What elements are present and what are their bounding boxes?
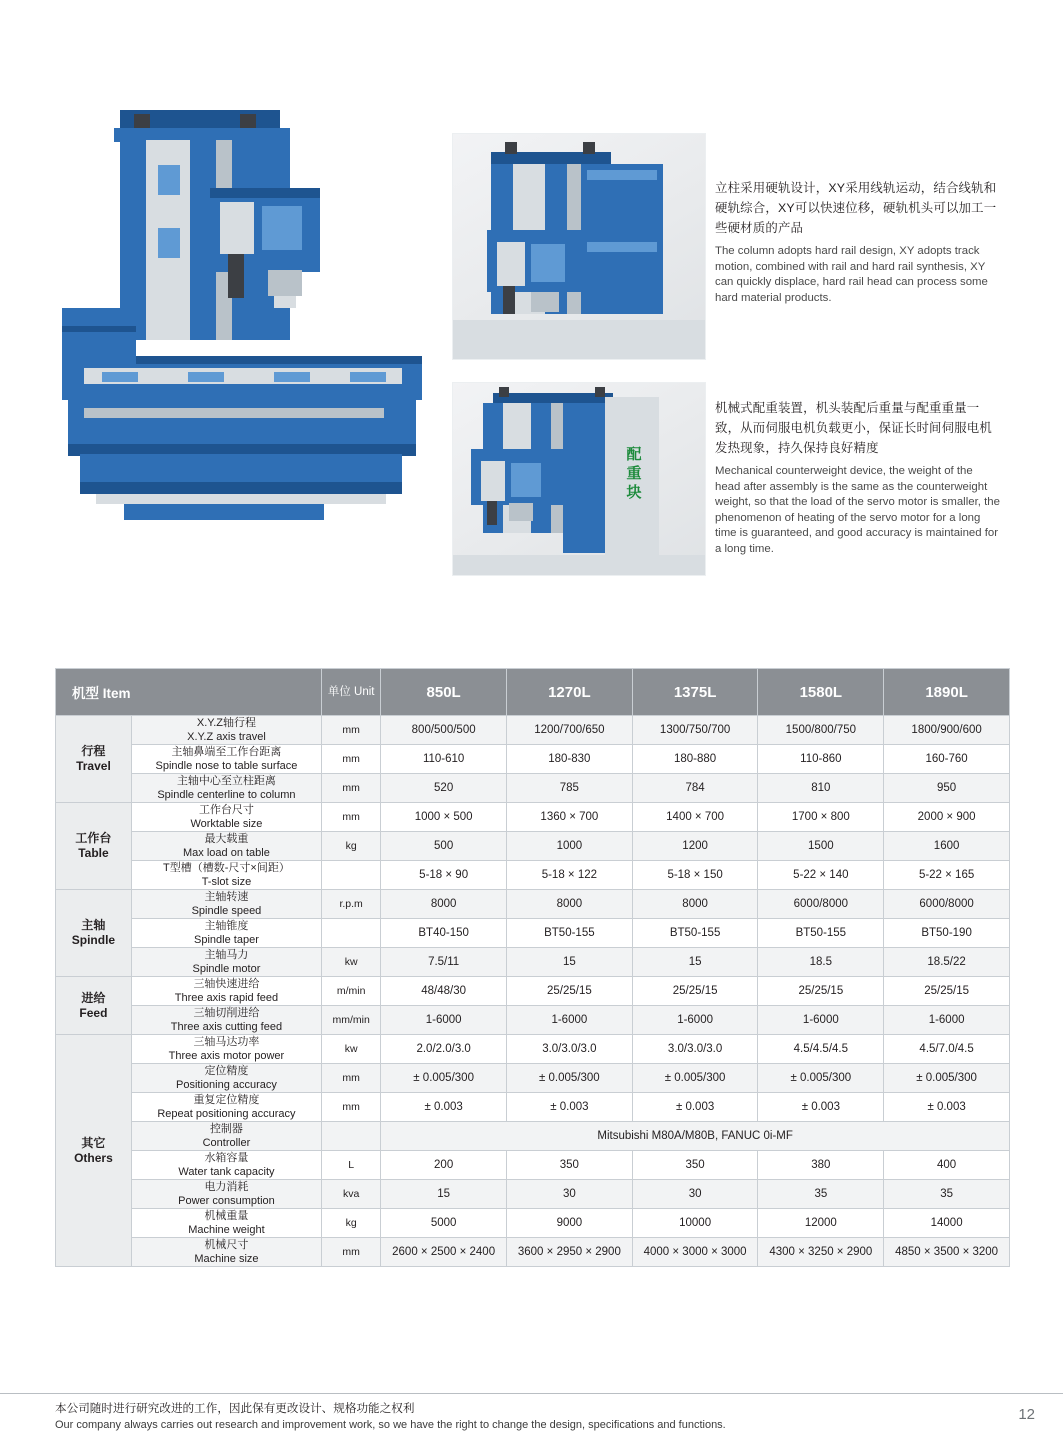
parameter-value: 8000: [632, 890, 758, 919]
parameter-value: 1000 × 500: [381, 803, 507, 832]
parameter-value: ± 0.005/300: [632, 1064, 758, 1093]
parameter-value: 180-830: [507, 745, 633, 774]
parameter-name: 三轴切削进给 Three axis cutting feed: [131, 1006, 321, 1035]
parameter-value: 350: [632, 1151, 758, 1180]
table-header: [56, 669, 1010, 716]
header-model-850l: 850L: [381, 669, 507, 716]
table-header-row: [56, 669, 1010, 716]
parameter-value: 1000: [507, 832, 633, 861]
table-row: [56, 1122, 1010, 1151]
parameter-name: 主轴鼻端至工作台距离 Spindle nose to table surface: [131, 745, 321, 774]
parameter-value: 25/25/15: [884, 977, 1010, 1006]
parameter-value: 6000/8000: [884, 890, 1010, 919]
parameter-value: 15: [381, 1180, 507, 1209]
table-row: [56, 1064, 1010, 1093]
parameter-unit: kg: [322, 832, 381, 861]
specification-table-container: [55, 668, 1010, 1267]
parameter-value: 1500: [758, 832, 884, 861]
header-unit-en: Unit: [354, 686, 375, 698]
parameter-unit: kw: [322, 1035, 381, 1064]
table-row: [56, 919, 1010, 948]
parameter-value: 35: [758, 1180, 884, 1209]
parameter-value: 7.5/11: [381, 948, 507, 977]
header-model-1580l: 1580L: [758, 669, 884, 716]
parameter-value: 4300 × 3250 × 2900: [758, 1238, 884, 1267]
parameter-value: 1-6000: [758, 1006, 884, 1035]
caption-counterweight-cn: 机械式配重装置，机头装配后重量与配重重量一致，从而伺服电机负载更小，保证长时间伺服电机发热现象，持久保持良好精度: [715, 401, 992, 455]
parameter-value: 2600 × 2500 × 2400: [381, 1238, 507, 1267]
parameter-unit: mm: [322, 1064, 381, 1093]
parameter-value: 5-22 × 140: [758, 861, 884, 890]
row-group-label: 行程 Travel: [56, 716, 132, 803]
parameter-value: 500: [381, 832, 507, 861]
parameter-value: 35: [884, 1180, 1010, 1209]
specification-table: [55, 668, 1010, 1267]
parameter-value: 950: [884, 774, 1010, 803]
parameter-value: Mitsubishi M80A/M80B, FANUC 0i-MF: [381, 1122, 1010, 1151]
parameter-name: 三轴快速进给 Three axis rapid feed: [131, 977, 321, 1006]
parameter-value: 15: [507, 948, 633, 977]
parameter-value: 110-860: [758, 745, 884, 774]
parameter-value: 1600: [884, 832, 1010, 861]
parameter-unit: [322, 919, 381, 948]
parameter-name: 三轴马达功率 Three axis motor power: [131, 1035, 321, 1064]
parameter-name: 机械重量 Machine weight: [131, 1209, 321, 1238]
parameter-name: 重复定位精度 Repeat positioning accuracy: [131, 1093, 321, 1122]
table-row: [56, 716, 1010, 745]
parameter-value: BT50-155: [632, 919, 758, 948]
footer-note-en: Our company always carries out research and improvement work, so we have the right to change the design, specifications and functions.: [55, 1419, 726, 1431]
parameter-unit: mm/min: [322, 1006, 381, 1035]
parameter-value: 785: [507, 774, 633, 803]
parameter-name: 主轴中心至立柱距离 Spindle centerline to column: [131, 774, 321, 803]
parameter-value: 5000: [381, 1209, 507, 1238]
parameter-unit: kw: [322, 948, 381, 977]
header-model-1375l: 1375L: [632, 669, 758, 716]
parameter-name: T型槽（槽数-尺寸×间距） T-slot size: [131, 861, 321, 890]
parameter-value: 3.0/3.0/3.0: [632, 1035, 758, 1064]
table-row: [56, 803, 1010, 832]
caption-counterweight: [715, 398, 1000, 557]
table-row: [56, 832, 1010, 861]
parameter-value: 25/25/15: [758, 977, 884, 1006]
parameter-value: ± 0.003: [758, 1093, 884, 1122]
parameter-name: 工作台尺寸 Worktable size: [131, 803, 321, 832]
parameter-value: 3.0/3.0/3.0: [507, 1035, 633, 1064]
parameter-value: 1500/800/750: [758, 716, 884, 745]
parameter-name: 主轴锥度 Spindle taper: [131, 919, 321, 948]
parameter-value: ± 0.003: [381, 1093, 507, 1122]
parameter-name: 最大载重 Max load on table: [131, 832, 321, 861]
parameter-value: 1800/900/600: [884, 716, 1010, 745]
parameter-value: 5-18 × 150: [632, 861, 758, 890]
parameter-value: 400: [884, 1151, 1010, 1180]
parameter-value: 5-18 × 90: [381, 861, 507, 890]
parameter-value: ± 0.005/300: [758, 1064, 884, 1093]
row-group-label: 其它 Others: [56, 1035, 132, 1267]
parameter-value: 2000 × 900: [884, 803, 1010, 832]
parameter-value: 4.5/4.5/4.5: [758, 1035, 884, 1064]
parameter-value: 4850 × 3500 × 3200: [884, 1238, 1010, 1267]
parameter-value: 12000: [758, 1209, 884, 1238]
table-row: [56, 977, 1010, 1006]
parameter-value: 784: [632, 774, 758, 803]
parameter-value: 8000: [507, 890, 633, 919]
table-row: [56, 774, 1010, 803]
row-group-label: 主轴 Spindle: [56, 890, 132, 977]
parameter-value: 350: [507, 1151, 633, 1180]
table-row: [56, 1093, 1010, 1122]
parameter-value: 10000: [632, 1209, 758, 1238]
parameter-value: BT50-155: [758, 919, 884, 948]
parameter-unit: [322, 1122, 381, 1151]
parameter-unit: mm: [322, 745, 381, 774]
parameter-value: 1200/700/650: [507, 716, 633, 745]
caption-counterweight-en: Mechanical counterweight device, the weight of the head after assembly is the same as the counterweight weight, so that the load of the servo motor is smaller, the phenomenon of heating of the servo motor for a long time is guaranteed, and good accuracy is maintained for a long time.: [715, 465, 1000, 555]
parameter-value: 1700 × 800: [758, 803, 884, 832]
parameter-value: 1300/750/700: [632, 716, 758, 745]
parameter-value: 25/25/15: [507, 977, 633, 1006]
parameter-value: 3600 × 2950 × 2900: [507, 1238, 633, 1267]
parameter-unit: mm: [322, 774, 381, 803]
parameter-value: 4000 × 3000 × 3000: [632, 1238, 758, 1267]
table-row: [56, 1238, 1010, 1267]
footer-divider: [0, 1393, 1063, 1394]
parameter-value: 5-22 × 165: [884, 861, 1010, 890]
parameter-value: ± 0.003: [884, 1093, 1010, 1122]
photo-counterweight: [452, 382, 706, 576]
parameter-value: 110-610: [381, 745, 507, 774]
parameter-value: 30: [632, 1180, 758, 1209]
parameter-name: 电力消耗 Power consumption: [131, 1180, 321, 1209]
table-row: [56, 745, 1010, 774]
table-row: [56, 861, 1010, 890]
parameter-value: 48/48/30: [381, 977, 507, 1006]
counterweight-label: 配重块: [626, 446, 642, 501]
parameter-value: 1400 × 700: [632, 803, 758, 832]
parameter-value: 1360 × 700: [507, 803, 633, 832]
parameter-value: BT50-155: [507, 919, 633, 948]
parameter-name: X.Y.Z轴行程 X.Y.Z axis travel: [131, 716, 321, 745]
row-group-label: 工作台 Table: [56, 803, 132, 890]
parameter-value: 18.5: [758, 948, 884, 977]
table-row: [56, 1209, 1010, 1238]
parameter-value: 9000: [507, 1209, 633, 1238]
parameter-value: 1-6000: [632, 1006, 758, 1035]
caption-hardrail: [715, 178, 1000, 306]
parameter-value: ± 0.003: [507, 1093, 633, 1122]
page-number: 12: [1018, 1406, 1035, 1423]
parameter-value: 1-6000: [884, 1006, 1010, 1035]
caption-hardrail-cn: 立柱采用硬轨设计，XY采用线轨运动，结合线轨和硬轨综合，XY可以快速位移，硬轨机头可以加工一些硬材质的产品: [715, 181, 997, 235]
parameter-unit: kva: [322, 1180, 381, 1209]
table-row: [56, 890, 1010, 919]
parameter-value: 1-6000: [381, 1006, 507, 1035]
parameter-value: 15: [632, 948, 758, 977]
caption-hardrail-en: The column adopts hard rail design, XY adopts track motion, combined with rail and hard rail synthesis, XY can quickly displace, hard rail head can process some hard material products.: [715, 245, 988, 304]
footer-note-cn: 本公司随时进行研究改进的工作，因此保有更改设计、规格功能之权利: [55, 1402, 415, 1415]
parameter-name: 定位精度 Positioning accuracy: [131, 1064, 321, 1093]
parameter-value: 5-18 × 122: [507, 861, 633, 890]
parameter-value: 1200: [632, 832, 758, 861]
table-row: [56, 1151, 1010, 1180]
parameter-value: 160-760: [884, 745, 1010, 774]
table-row: [56, 948, 1010, 977]
parameter-unit: r.p.m: [322, 890, 381, 919]
header-item: 机型 Item: [56, 669, 322, 716]
parameter-name: 水箱容量 Water tank capacity: [131, 1151, 321, 1180]
row-group-label: 进给 Feed: [56, 977, 132, 1035]
table-row: [56, 1180, 1010, 1209]
header-unit: [322, 669, 381, 716]
parameter-unit: m/min: [322, 977, 381, 1006]
table-body: [56, 716, 1010, 1267]
parameter-value: 800/500/500: [381, 716, 507, 745]
parameter-value: 18.5/22: [884, 948, 1010, 977]
parameter-value: ± 0.005/300: [381, 1064, 507, 1093]
parameter-name: 机械尺寸 Machine size: [131, 1238, 321, 1267]
parameter-value: 6000/8000: [758, 890, 884, 919]
header-model-1270l: 1270L: [507, 669, 633, 716]
parameter-value: 1-6000: [507, 1006, 633, 1035]
parameter-name: 主轴转速 Spindle speed: [131, 890, 321, 919]
header-model-1890l: 1890L: [884, 669, 1010, 716]
table-row: [56, 1006, 1010, 1035]
parameter-unit: L: [322, 1151, 381, 1180]
parameter-name: 控制器 Controller: [131, 1122, 321, 1151]
parameter-value: 810: [758, 774, 884, 803]
parameter-value: 2.0/2.0/3.0: [381, 1035, 507, 1064]
parameter-value: 25/25/15: [632, 977, 758, 1006]
parameter-value: 380: [758, 1151, 884, 1180]
hero-section: [0, 0, 1063, 630]
parameter-value: BT50-190: [884, 919, 1010, 948]
parameter-unit: mm: [322, 1238, 381, 1267]
table-row: [56, 1035, 1010, 1064]
parameter-value: 200: [381, 1151, 507, 1180]
parameter-name: 主轴马力 Spindle motor: [131, 948, 321, 977]
footer-note: [55, 1400, 955, 1433]
parameter-value: 4.5/7.0/4.5: [884, 1035, 1010, 1064]
parameter-value: 30: [507, 1180, 633, 1209]
parameter-value: BT40-150: [381, 919, 507, 948]
photo-column-hardrail: [452, 133, 706, 360]
parameter-unit: mm: [322, 1093, 381, 1122]
parameter-value: ± 0.005/300: [884, 1064, 1010, 1093]
parameter-unit: kg: [322, 1209, 381, 1238]
parameter-unit: mm: [322, 803, 381, 832]
machine-illustration-main: [62, 110, 462, 580]
parameter-value: 520: [381, 774, 507, 803]
parameter-value: 14000: [884, 1209, 1010, 1238]
parameter-value: 180-880: [632, 745, 758, 774]
parameter-value: ± 0.003: [632, 1093, 758, 1122]
header-unit-cn: 单位: [327, 686, 351, 698]
parameter-unit: [322, 861, 381, 890]
parameter-value: 8000: [381, 890, 507, 919]
parameter-value: ± 0.005/300: [507, 1064, 633, 1093]
parameter-unit: mm: [322, 716, 381, 745]
